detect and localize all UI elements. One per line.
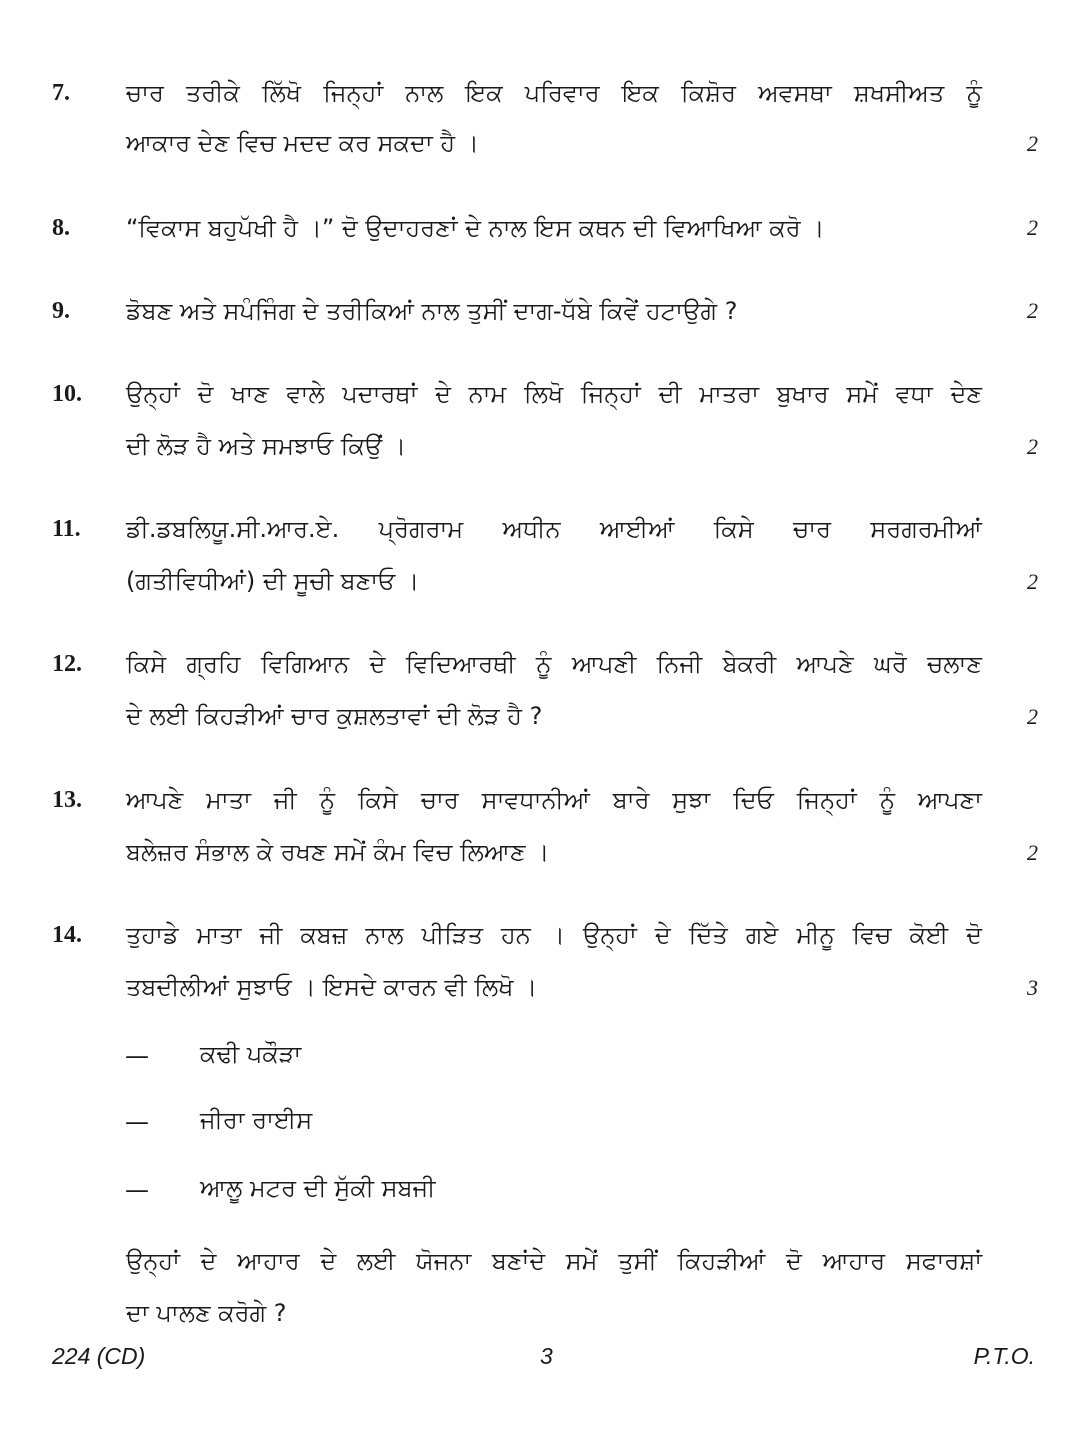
question-number: 10. bbox=[52, 381, 82, 407]
marks: 2 bbox=[1027, 298, 1038, 323]
question-number: 11. bbox=[52, 516, 81, 542]
question-text-line-1: ਡੀ.ਡਬਲਿਯੂ.ਸੀ.ਆਰ.ਏ. ਪ੍ਰੋਗਰਾਮ ਅਧੀਨ ਆਈਆਂ ਕਿਸੇ ਚਾਰ ਸਰਗਰਮੀਆਂ bbox=[126, 515, 982, 543]
question-text-line-2: ਦੀ ਲੋੜ ਹੈ ਅਤੇ ਸਮਝਾਓ ਕਿਉਂ । bbox=[126, 432, 407, 460]
list-dash: — bbox=[125, 1042, 149, 1070]
question-text-line-2: (ਗਤੀਵਿਧੀਆਂ) ਦੀ ਸੂਚੀ ਬਣਾਓ । bbox=[126, 567, 420, 595]
question-text-line-2: ਬਲੇਜ਼ਰ ਸੰਭਾਲ ਕੇ ਰਖਣ ਸਮੇਂ ਕੰਮ ਵਿਚ ਲਿਆਣ । bbox=[126, 838, 550, 866]
marks: 3 bbox=[1027, 975, 1038, 1000]
question-text-line-1: ਤੁਹਾਡੇ ਮਾਤਾ ਜੀ ਕਬਜ਼ ਨਾਲ ਪੀੜਿਤ ਹਨ । ਉਨ੍ਹਾਂ ਦੇ ਦਿੱਤੇ ਗਏ ਮੀਨੂ ਵਿਚ ਕੋਈ ਦੋ bbox=[126, 921, 982, 949]
question-number: 14. bbox=[52, 922, 82, 948]
question-text-line-2: ਦੇ ਲਈ ਕਿਹੜੀਆਂ ਚਾਰ ਕੁਸ਼ਲਤਾਵਾਂ ਦੀ ਲੋੜ ਹੈ ? bbox=[126, 702, 543, 730]
paper-code: 224 (CD) bbox=[52, 1343, 146, 1369]
question-number: 12. bbox=[52, 651, 82, 677]
question-text-line-2: ਆਕਾਰ ਦੇਣ ਵਿਚ ਮਦਦ ਕਰ ਸਕਦਾ ਹੈ । bbox=[126, 129, 479, 157]
page-number: 3 bbox=[540, 1343, 553, 1369]
pto-label: P.T.O. bbox=[973, 1343, 1035, 1369]
marks: 2 bbox=[1027, 215, 1038, 240]
marks: 2 bbox=[1027, 131, 1038, 156]
list-dash: — bbox=[125, 1176, 149, 1204]
question-text-line-1: ਆਪਣੇ ਮਾਤਾ ਜੀ ਨੂੰ ਕਿਸੇ ਚਾਰ ਸਾਵਧਾਨੀਆਂ ਬਾਰੇ ਸੁਝਾ ਦਿਓ ਜਿਨ੍ਹਾਂ ਨੂੰ ਆਪਣਾ bbox=[126, 786, 982, 814]
question-text-line-1: “ਵਿਕਾਸ ਬਹੁਪੱਖੀ ਹੈ ।” ਦੋ ਉਦਾਹਰਣਾਂ ਦੇ ਨਾਲ ਇਸ ਕਥਨ ਦੀ ਵਿਆਖਿਆ ਕਰੋ । bbox=[126, 214, 825, 242]
menu-option: ਕਢੀ ਪਕੌੜਾ bbox=[200, 1040, 302, 1068]
marks: 2 bbox=[1027, 840, 1038, 865]
follow-up-text-line-2: ਦਾ ਪਾਲਣ ਕਰੋਗੇ ? bbox=[126, 1299, 287, 1327]
question-text-line-1: ਡੋਬਣ ਅਤੇ ਸਪੰਜਿੰਗ ਦੇ ਤਰੀਕਿਆਂ ਨਾਲ ਤੁਸੀਂ ਦਾਗ-ਧੱਬੇ ਕਿਵੇਂ ਹਟਾਉਗੇ ? bbox=[126, 297, 738, 325]
question-text-line-1: ਚਾਰ ਤਰੀਕੇ ਲਿੱਖੋ ਜਿਨ੍ਹਾਂ ਨਾਲ ਇਕ ਪਰਿਵਾਰ ਇਕ ਕਿਸ਼ੋਰ ਅਵਸਥਾ ਸ਼ਖਸੀਅਤ ਨੂੰ bbox=[126, 79, 982, 107]
question-number: 7. bbox=[52, 80, 70, 106]
question-number: 9. bbox=[52, 298, 70, 324]
menu-option: ਆਲੂ ਮਟਰ ਦੀ ਸੁੱਕੀ ਸਬਜੀ bbox=[200, 1174, 436, 1202]
marks: 2 bbox=[1027, 569, 1038, 594]
menu-option: ਜੀਰਾ ਰਾਈਸ bbox=[200, 1106, 313, 1134]
question-number: 13. bbox=[52, 787, 82, 813]
question-number: 8. bbox=[52, 215, 70, 241]
question-text-line-1: ਕਿਸੇ ਗ੍ਰਹਿ ਵਿਗਿਆਨ ਦੇ ਵਿਦਿਆਰਥੀ ਨੂੰ ਆਪਣੀ ਨਿਜੀ ਬੇਕਰੀ ਆਪਣੇ ਘਰੋ ਚਲਾਣ bbox=[126, 650, 982, 678]
marks: 2 bbox=[1027, 704, 1038, 729]
marks: 2 bbox=[1027, 434, 1038, 459]
list-dash: — bbox=[125, 1108, 149, 1136]
follow-up-text-line-1: ਉਨ੍ਹਾਂ ਦੇ ਆਹਾਰ ਦੇ ਲਈ ਯੋਜਨਾ ਬਣਾਂਦੇ ਸਮੇਂ ਤੁਸੀਂ ਕਿਹੜੀਆਂ ਦੋ ਆਹਾਰ ਸਫਾਰਸ਼ਾਂ bbox=[126, 1247, 982, 1275]
question-text-line-1: ਉਨ੍ਹਾਂ ਦੋ ਖਾਣ ਵਾਲੇ ਪਦਾਰਥਾਂ ਦੇ ਨਾਮ ਲਿਖੋ ਜਿਨ੍ਹਾਂ ਦੀ ਮਾਤਰਾ ਬੁਖਾਰ ਸਮੇਂ ਵਧਾ ਦੇਣ bbox=[126, 380, 982, 408]
question-text-line-2: ਤਬਦੀਲੀਆਂ ਸੁਝਾਓ । ਇਸਦੇ ਕਾਰਨ ਵੀ ਲਿਖੋ । bbox=[126, 973, 538, 1001]
